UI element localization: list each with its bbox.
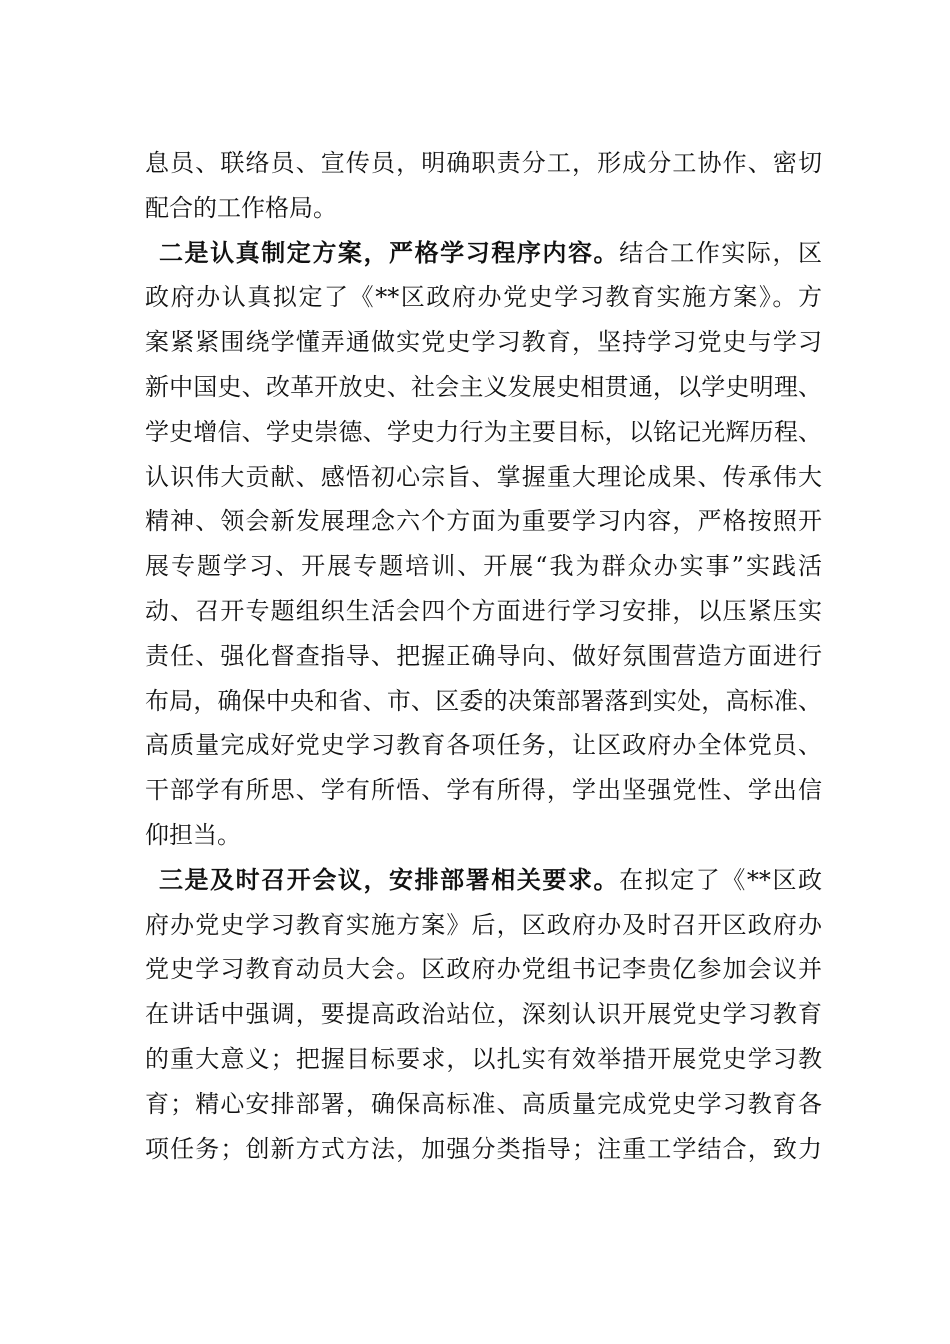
- paragraph-1: [145, 141, 822, 231]
- text-line: 配合的工作格局。: [145, 193, 337, 222]
- text-line: 展专题学习、开展专题培训、开展“我为群众办实事”实践活: [145, 552, 822, 581]
- text-line: 府办党史学习教育实施方案》后，区政府办及时召开区政府办: [145, 910, 822, 939]
- text-line: 干部学有所思、学有所悟、学有所得，学出坚强党性、学出信: [145, 776, 822, 805]
- text-line: 认识伟大贡献、感悟初心宗旨、掌握重大理论成果、传承伟大: [145, 462, 822, 491]
- text-line: 项任务；创新方式方法，加强分类指导；注重工学结合，致力: [145, 1134, 822, 1163]
- text-line: 学史增信、学史崇德、学史力行为主要目标，以铭记光辉历程、: [145, 417, 822, 446]
- text-line: 党史学习教育动员大会。区政府办党组书记李贵亿参加会议并: [145, 955, 822, 984]
- text-line: 政府办认真拟定了《**区政府办党史学习教育实施方案》。方: [145, 283, 822, 312]
- paragraph-lead-heading: 二是认真制定方案，严格学习程序内容。: [159, 237, 620, 267]
- document-page: [145, 141, 822, 1171]
- text-line: 精神、领会新发展理念六个方面为重要学习内容，严格按照开: [145, 507, 822, 536]
- paragraph-3: [145, 858, 822, 1172]
- text-line: 布局，确保中央和省、市、区委的决策部署落到实处，高标准、: [145, 686, 822, 715]
- text-line: 案紧紧围绕学懂弄通做实党史学习教育，坚持学习党史与学习: [145, 328, 822, 357]
- text-line: 责任、强化督查指导、把握正确导向、做好氛围营造方面进行: [145, 641, 822, 670]
- text-line: [145, 231, 822, 276]
- text-run: 在拟定了《**区政: [619, 865, 822, 894]
- text-line: 育；精心安排部署，确保高标准、高质量完成党史学习教育各: [145, 1089, 822, 1118]
- text-line: 动、召开专题组织生活会四个方面进行学习安排，以压紧压实: [145, 596, 822, 625]
- text-line: 息员、联络员、宣传员，明确职责分工，形成分工协作、密切: [145, 149, 822, 177]
- text-line: [145, 858, 822, 903]
- text-line: 的重大意义；把握目标要求，以扎实有效举措开展党史学习教: [145, 1044, 822, 1073]
- text-line: 高质量完成好党史学习教育各项任务，让区政府办全体党员、: [145, 731, 822, 760]
- text-line: 新中国史、改革开放史、社会主义发展史相贯通，以学史明理、: [145, 372, 822, 401]
- paragraph-lead-heading: 三是及时召开会议，安排部署相关要求。: [159, 864, 620, 894]
- text-line: 仰担当。: [145, 820, 241, 849]
- text-run: 结合工作实际，区: [619, 238, 822, 267]
- paragraph-2: [145, 231, 822, 858]
- text-line: 在讲话中强调，要提高政治站位，深刻认识开展党史学习教育: [145, 1000, 822, 1029]
